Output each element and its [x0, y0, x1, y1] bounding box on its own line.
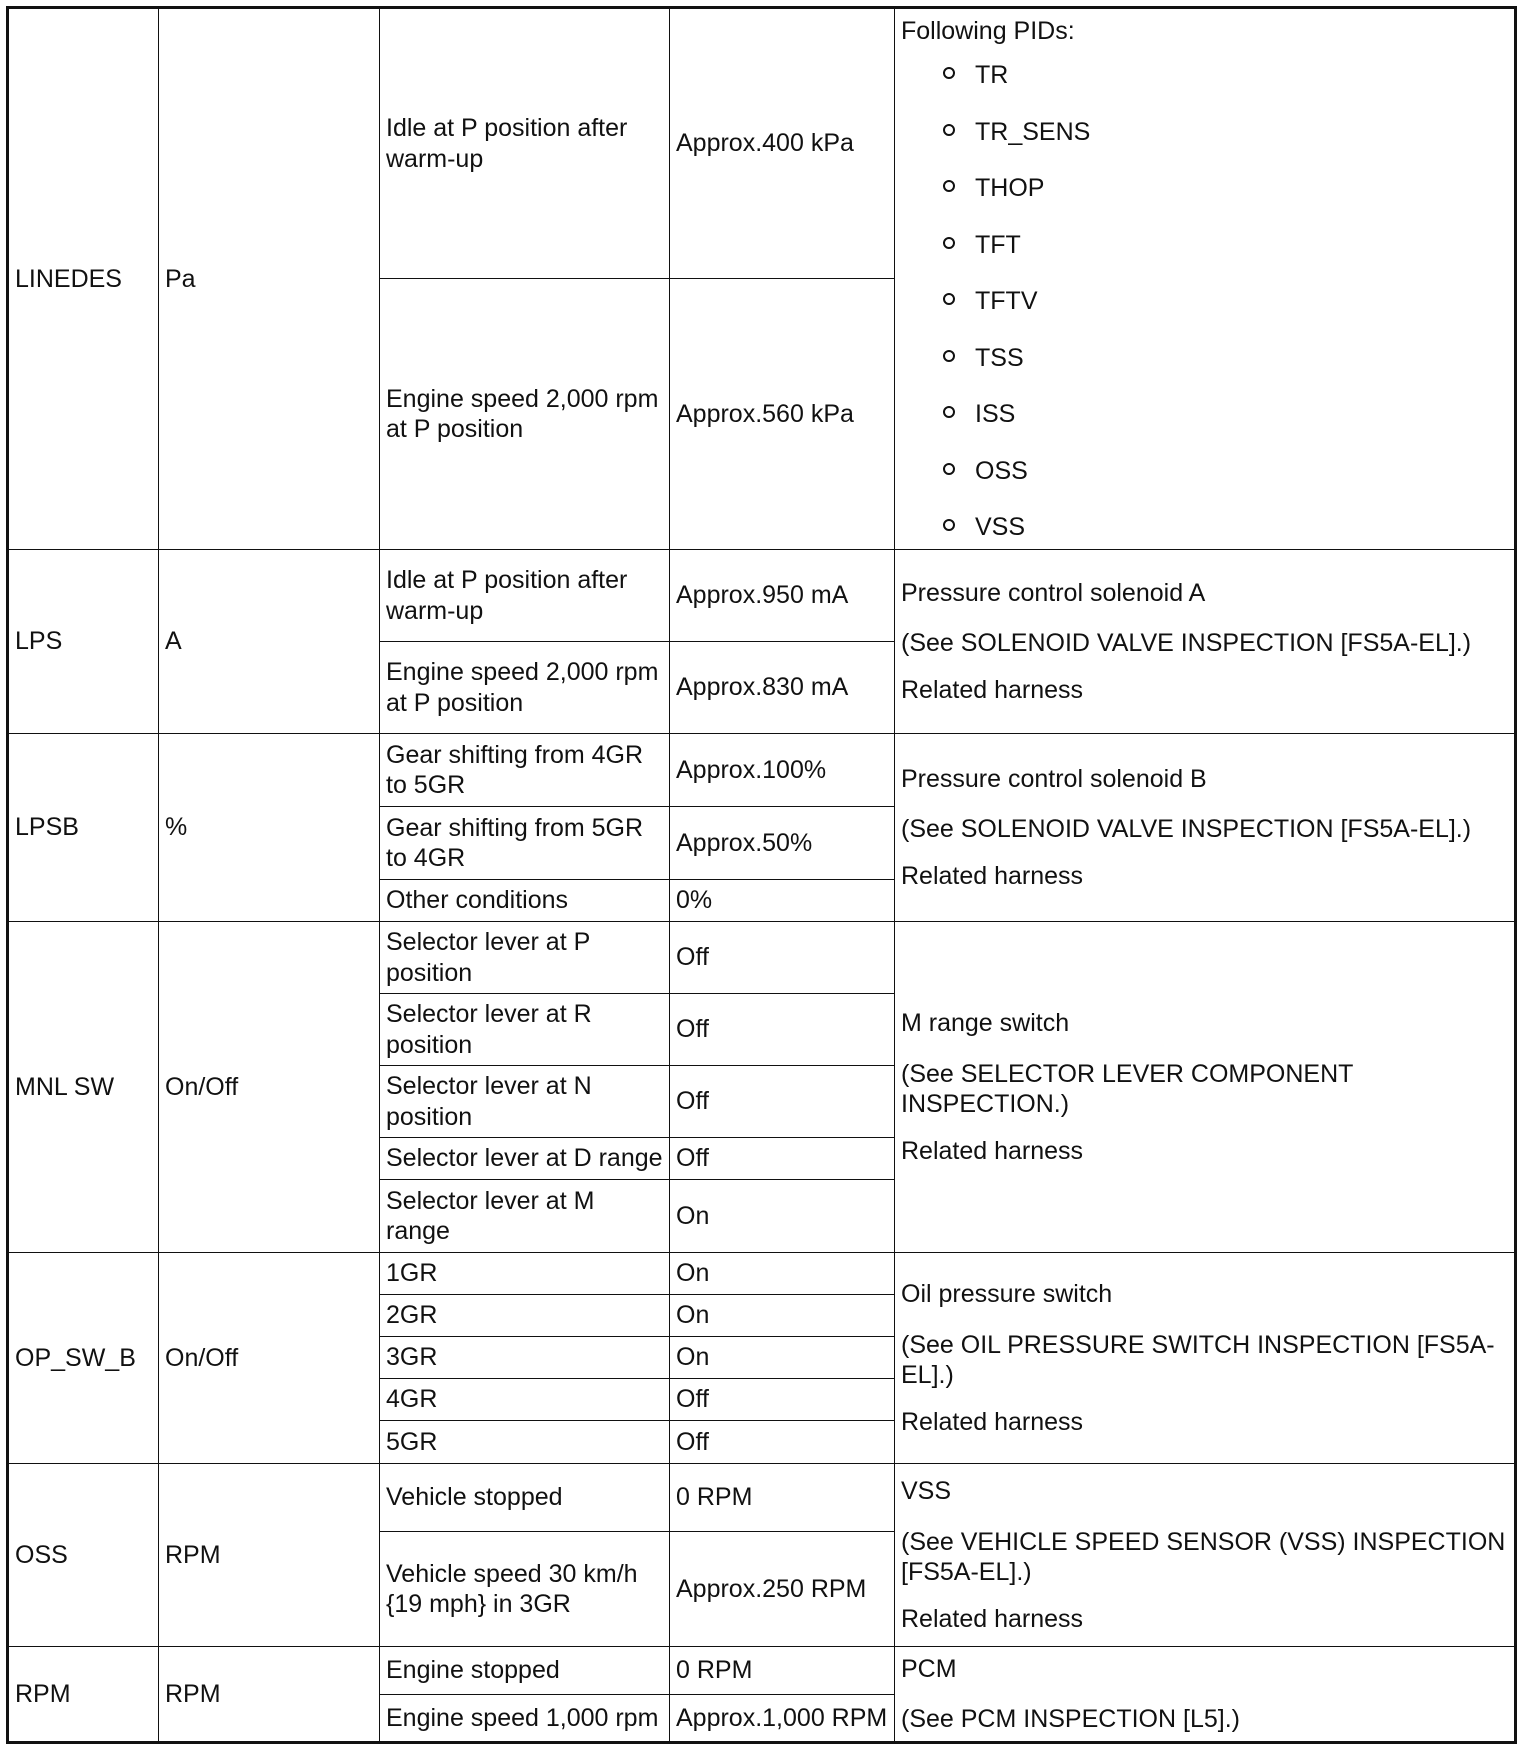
value-cell: Approx.250 RPM [670, 1532, 895, 1647]
value-cell: 0 RPM [670, 1464, 895, 1532]
condition-cell: Engine speed 1,000 rpm [380, 1695, 670, 1743]
remark-item: M range switch [901, 1009, 1070, 1037]
pid-unit: A [159, 550, 380, 734]
remark-reference: (See OIL PRESSURE SWITCH INSPECTION [FS5A-EL].) [901, 1330, 1495, 1389]
condition-cell: Vehicle stopped [380, 1464, 670, 1532]
list-item: TFT [975, 230, 1508, 261]
remark-cell [895, 1253, 1516, 1464]
value-cell: On [670, 1337, 895, 1379]
remark-item: VSS [901, 1477, 952, 1505]
condition-cell: Vehicle speed 30 km/h {19 mph} in 3GR [380, 1532, 670, 1647]
remark-item: PCM [901, 1654, 957, 1683]
remark-reference: (See PCM INSPECTION [L5].) [901, 1705, 1240, 1733]
list-item: TR [975, 60, 1508, 91]
value-cell: Approx.950 mA [670, 550, 895, 642]
remark-item: Oil pressure switch [901, 1280, 1113, 1308]
bullet-item: Related harness [901, 861, 1508, 892]
list-item: TR_SENS [975, 117, 1508, 148]
bullet-item [901, 16, 1508, 543]
list-item: ISS [975, 399, 1508, 430]
list-item: TSS [975, 343, 1508, 374]
condition-cell: Selector lever at M range [380, 1180, 670, 1253]
table-row [8, 734, 1516, 807]
pid-unit: RPM [159, 1647, 380, 1743]
bullet-item [901, 1654, 1508, 1735]
bullet-item: Related harness [901, 1136, 1508, 1167]
remark-cell [895, 1647, 1516, 1743]
bullet-item: Related harness [901, 1604, 1508, 1635]
condition-cell: Other conditions [380, 880, 670, 922]
condition-cell: Idle at P position after warm-up [380, 8, 670, 279]
condition-cell: Selector lever at N position [380, 1066, 670, 1138]
pid-name: LINEDES [8, 8, 159, 550]
bullet-item [901, 764, 1508, 845]
value-cell: Approx.100% [670, 734, 895, 807]
value-cell: Approx.400 kPa [670, 8, 895, 279]
condition-cell: Selector lever at P position [380, 922, 670, 994]
remark-reference: (See SOLENOID VALVE INSPECTION [FS5A-EL].) [901, 629, 1472, 658]
value-cell: Approx.560 kPa [670, 279, 895, 550]
table-row [8, 1464, 1516, 1532]
table-row [8, 550, 1516, 642]
pid-name: LPSB [8, 734, 159, 922]
value-cell: 0% [670, 880, 895, 922]
pid-name: OP_SW_B [8, 1253, 159, 1464]
value-cell: Off [670, 922, 895, 994]
condition-cell: 5GR [380, 1421, 670, 1464]
pid-name: OSS [8, 1464, 159, 1647]
list-item: OSS [975, 456, 1508, 487]
pid-monitor-table [6, 6, 1517, 1744]
value-cell: 0 RPM [670, 1647, 895, 1695]
condition-cell: 4GR [380, 1379, 670, 1421]
remark-cell [895, 734, 1516, 922]
condition-cell: Idle at P position after warm-up [380, 550, 670, 642]
condition-cell: 1GR [380, 1253, 670, 1295]
remark-item: Pressure control solenoid B [901, 764, 1207, 793]
remark-item: Pressure control solenoid A [901, 578, 1206, 607]
condition-cell: Engine speed 2,000 rpm at P position [380, 642, 670, 734]
table-row [8, 8, 1516, 279]
bullet-item [901, 1476, 1508, 1588]
bullet-item [901, 578, 1508, 659]
pid-name: LPS [8, 550, 159, 734]
pid-unit: Pa [159, 8, 380, 550]
condition-cell: 3GR [380, 1337, 670, 1379]
pid-unit: On/Off [159, 922, 380, 1253]
condition-cell: 2GR [380, 1295, 670, 1337]
remark-reference: (See SELECTOR LEVER COMPONENT INSPECTION.) [901, 1059, 1353, 1118]
value-cell: Approx.830 mA [670, 642, 895, 734]
condition-cell: Engine stopped [380, 1647, 670, 1695]
bullet-item: Related harness [901, 675, 1508, 706]
value-cell: Off [670, 994, 895, 1066]
value-cell: Approx.1,000 RPM [670, 1695, 895, 1743]
list-item: TFTV [975, 286, 1508, 317]
condition-cell: Selector lever at R position [380, 994, 670, 1066]
remark-intro: Following PIDs: [901, 16, 1075, 45]
pid-name: RPM [8, 1647, 159, 1743]
bullet-item: Related harness [901, 1407, 1508, 1438]
pid-name: MNL SW [8, 922, 159, 1253]
bullet-item [901, 1279, 1508, 1391]
table-row [8, 1647, 1516, 1695]
value-cell: Approx.50% [670, 807, 895, 880]
condition-cell: Engine speed 2,000 rpm at P position [380, 279, 670, 550]
value-cell: Off [670, 1066, 895, 1138]
bullet-item [901, 1008, 1508, 1120]
condition-cell: Selector lever at D range [380, 1138, 670, 1180]
remark-cell [895, 550, 1516, 734]
pid-unit: RPM [159, 1464, 380, 1647]
value-cell: On [670, 1253, 895, 1295]
pid-list [941, 60, 1508, 543]
value-cell: On [670, 1295, 895, 1337]
value-cell: Off [670, 1138, 895, 1180]
condition-cell: Gear shifting from 4GR to 5GR [380, 734, 670, 807]
table-row [8, 1253, 1516, 1295]
pid-unit: On/Off [159, 1253, 380, 1464]
list-item: VSS [975, 512, 1508, 543]
remark-reference: (See SOLENOID VALVE INSPECTION [FS5A-EL].) [901, 815, 1472, 844]
list-item: THOP [975, 173, 1508, 204]
remark-cell [895, 8, 1516, 550]
remark-reference: (See VEHICLE SPEED SENSOR (VSS) INSPECTION [FS5A-EL].) [901, 1527, 1506, 1586]
remark-cell [895, 1464, 1516, 1647]
table-row [8, 922, 1516, 994]
value-cell: On [670, 1180, 895, 1253]
remark-cell [895, 922, 1516, 1253]
value-cell: Off [670, 1421, 895, 1464]
value-cell: Off [670, 1379, 895, 1421]
condition-cell: Gear shifting from 5GR to 4GR [380, 807, 670, 880]
pid-unit: % [159, 734, 380, 922]
